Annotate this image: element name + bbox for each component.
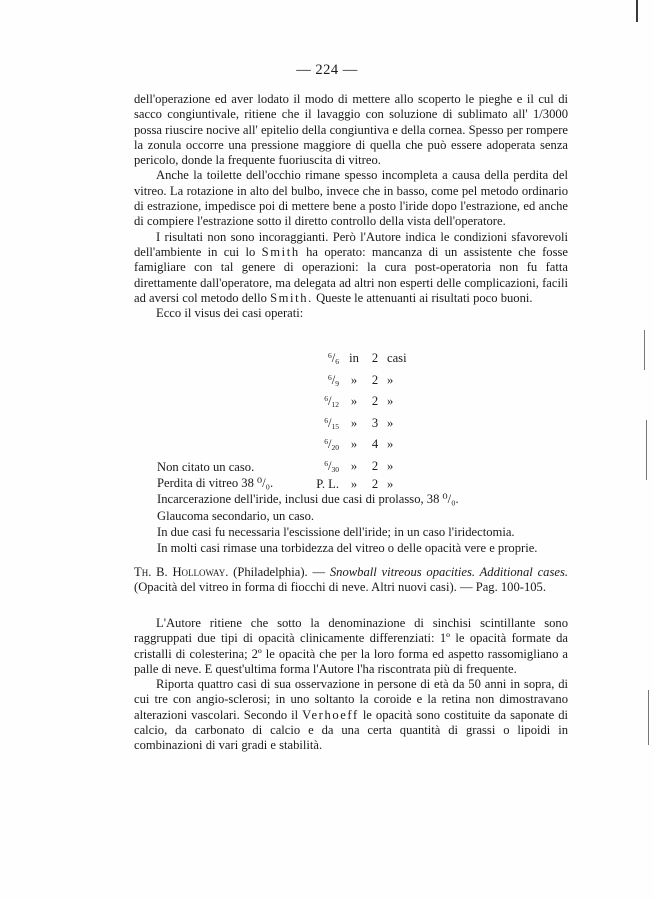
visus-count: 2 — [371, 394, 379, 408]
paragraph-2: Anche la toilette dell'occhio rimane spesso incompleta a causa della perdita del vitreo. La rotazione in alto del bulbo, invece che in basso, come pel metodo ordinario di estrazione, impedisce poi di mettere bene a posto l'iride dopo l'estrazione, ed anche di compiere l'estrazione sotto il diretto controllo della vista dell'operatore. — [134, 168, 568, 229]
body-text-top — [134, 92, 568, 321]
visus-row — [296, 348, 420, 370]
visus-count: 2 — [371, 372, 379, 387]
paragraph-1: dell'operazione ed aver lodato il modo di mettere allo scoperto le pieghe e il cul di sacco congiuntivale, ritiene che il lavaggio con soluzione di sublimato all' 1/3000 possa riuscire nocive all' epitelio della congiuntiva e della cornea. Spesso per rompere la zonula occorre una pressione maggiore di quella che può essere adoperata senza pericolo, donde la frequente fuoriuscita di vitreo. — [134, 92, 568, 168]
reference-pages: — Pag. 100-105. — [459, 580, 547, 595]
author-name-smith: Smith. — [270, 290, 313, 305]
paragraph-3: I risultati non sono incoraggianti. Però l'Autore indica le condizioni sfavorevoli dell'ambiente in cui lo Smith ha operato: mancanza di un assistente che fosse famigliare con tal genere di operazioni: la cura post-operatoria non fu fatta direttamente dall'operatore, ma delegata ad altri non esperti delle complicazioni, facili ad aversi col metodo dello Smith. Queste le attenuanti ai risultati poco buoni. — [134, 229, 568, 305]
visus-unit: » — [387, 458, 394, 473]
visus-acuity: P. L. — [316, 477, 339, 491]
visus-acuity: $^6/_{20}$ — [324, 437, 339, 452]
visus-row — [296, 434, 420, 456]
author-name-smith: Smith — [261, 244, 300, 259]
visus-sep: » — [350, 477, 358, 491]
scan-edge-mark — [636, 0, 638, 22]
author-name-verhoeff: Verhoeff — [302, 707, 359, 722]
visus-count: 4 — [371, 437, 379, 451]
finding-item: In molti casi rimase una torbidezza del vitreo o delle opacità vere e proprie. — [157, 541, 538, 556]
visus-unit: » — [387, 437, 394, 451]
visus-acuity: $^6/_{12}$ — [324, 394, 339, 409]
visus-sep: » — [350, 458, 358, 473]
visus-row — [296, 370, 420, 392]
finding-item: Glaucoma secondario, un caso. — [157, 508, 315, 523]
visus-sep: » — [350, 372, 358, 387]
reference-title: Snowball vitreous opacities. Additional cases. — [329, 565, 568, 579]
reference-translation: (Opacità del vitreo in forma di fiocchi di neve. Altri nuovi casi). — [134, 580, 457, 595]
reference-author: Th. B. Holloway. — [134, 565, 229, 579]
finding-item: Non citato un caso. — [157, 460, 255, 474]
visus-row — [296, 413, 420, 435]
visus-unit: » — [387, 477, 394, 491]
visus-count: 2 — [371, 477, 379, 491]
visus-count: 2 — [371, 351, 379, 365]
scan-edge-mark — [646, 420, 647, 480]
page-number: — 224 — — [296, 62, 358, 78]
visus-sep: » — [350, 415, 358, 430]
paragraph-6: Riporta quattro casi di sua osservazione in persone di età da 50 anni in sopra, di cui tre con angio-sclerosi; in uno soltanto la coroide e la retina non dimostravano alterazioni vascolari. Secondo il Verhoeff le opacità sono costituite da saponate di calcio, da carbonato di calcio e da una certa quantità di grassi o lipoidi in combinazioni di vari gradi e stabilità. — [134, 677, 569, 753]
visus-row — [296, 391, 420, 413]
scan-edge-mark — [648, 690, 649, 745]
finding-item: Perdita di vitreo 38 ⁰/₀. — [157, 476, 274, 491]
visus-acuity: $^6/_9$ — [328, 372, 339, 388]
visus-acuity: $^6/_{15}$ — [324, 415, 339, 431]
visus-unit: » — [387, 372, 394, 387]
reference-place: (Philadelphia). — — [233, 565, 326, 579]
paragraph-4: Ecco il visus dei casi operati: — [156, 306, 304, 321]
reference-entry — [134, 565, 568, 596]
visus-sep: » — [350, 394, 358, 408]
visus-acuity: $^6/_{30}$ — [324, 458, 339, 474]
visus-sep: » — [350, 437, 358, 451]
visus-acuity: $^6/_6$ — [328, 351, 339, 366]
finding-item: Incarcerazione dell'iride, inclusi due casi di prolasso, 38 ⁰/₀. — [157, 492, 459, 507]
paragraph-5: L'Autore ritiene che sotto la denominazione di sinchisi scintillante sono raggruppati due tipi di opacità clinicamente differenziati: 1º le opacità formate da cristalli di colesterina; 2º le opacità che per la loro forma ed aspetto rassomigliano a palle di neve. E quest'ultima forma l'Autore l'ha riscontrata più di frequente. — [134, 616, 568, 676]
bibliographic-reference — [134, 565, 568, 596]
visus-count: 2 — [371, 458, 379, 473]
visus-count: 3 — [371, 415, 379, 430]
visus-unit: casi — [387, 351, 407, 365]
findings-list — [157, 459, 577, 556]
visus-unit: » — [387, 415, 394, 430]
visus-sep: in — [349, 351, 359, 365]
scan-edge-mark — [644, 330, 645, 370]
visus-unit: » — [387, 394, 394, 408]
body-text-bottom — [134, 616, 568, 754]
finding-item: In due casi fu necessaria l'escissione dell'iride; in un caso l'iridectomia. — [157, 524, 515, 539]
